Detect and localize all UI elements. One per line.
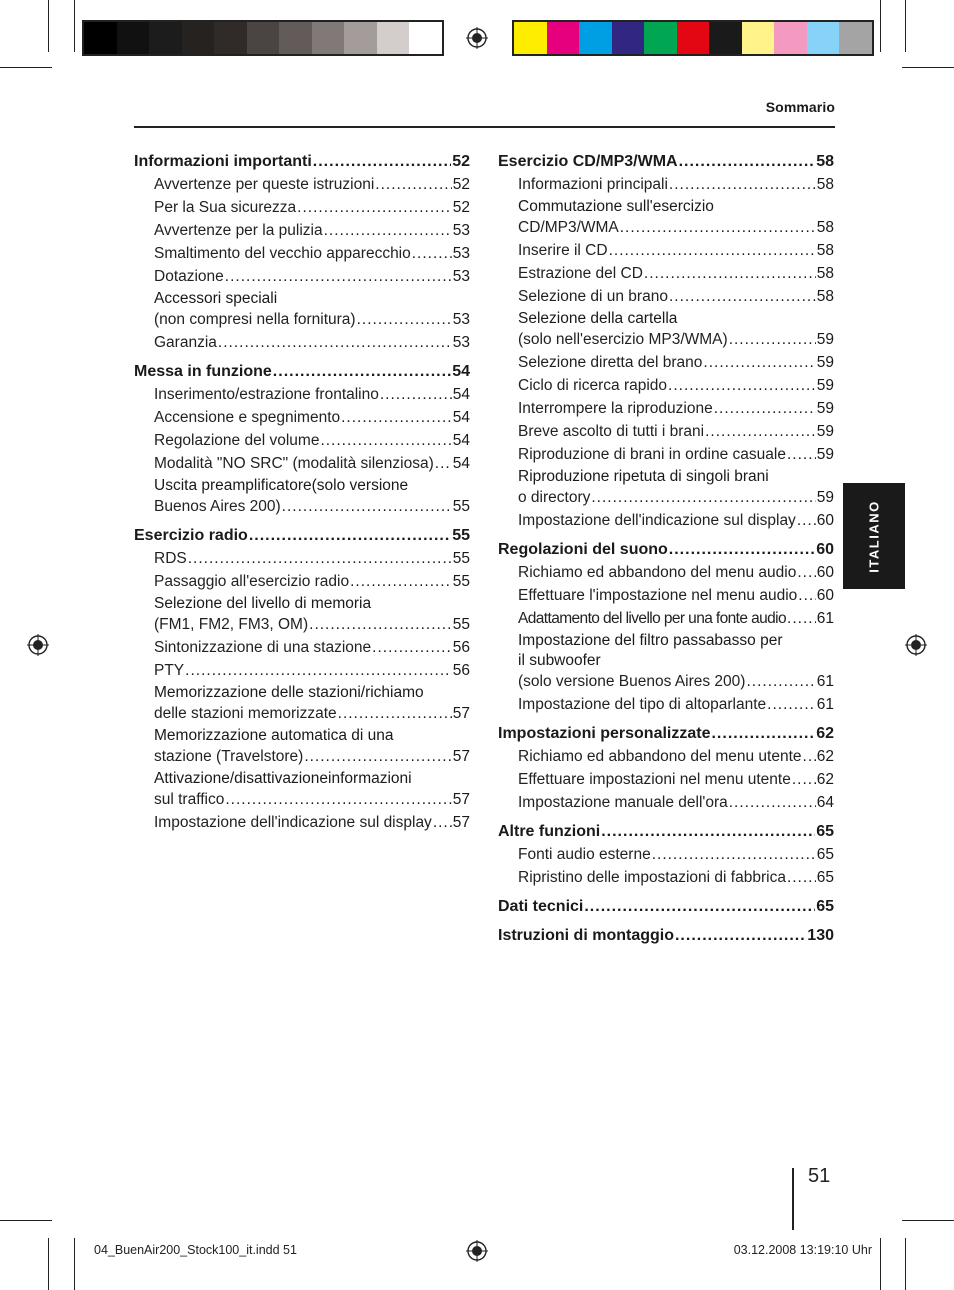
color-swatch — [774, 22, 807, 54]
toc-item — [498, 746, 834, 767]
toc-section-page: 58 — [816, 153, 834, 170]
dot-leader — [668, 375, 816, 396]
toc-item-title: Passaggio all'esercizio radio — [154, 573, 350, 590]
dot-leader — [320, 430, 451, 451]
dot-leader — [304, 746, 451, 767]
dot-leader — [338, 703, 452, 724]
toc-item — [134, 243, 470, 264]
toc-item — [134, 683, 470, 724]
toc-item-page: 54 — [452, 409, 470, 426]
dot-leader — [729, 329, 816, 350]
color-swatch — [514, 22, 547, 54]
toc-item-page: 56 — [452, 639, 470, 656]
page-number: 51 — [808, 1165, 831, 1187]
toc-item-title: Richiamo ed abbandono del menu utente — [518, 748, 802, 765]
toc-item-last-line — [154, 703, 470, 724]
toc-item-last-line-page: 53 — [452, 311, 470, 328]
toc-item-title: Ripristino delle impostazioni di fabbrica — [518, 869, 786, 886]
toc-section-page: 62 — [816, 725, 834, 742]
dot-leader — [591, 487, 815, 508]
toc-item — [134, 476, 470, 517]
gray-swatch — [279, 22, 312, 54]
toc-item-title: Sintonizzazione di una stazione — [154, 639, 372, 656]
dot-leader — [273, 361, 451, 382]
toc-section — [498, 151, 834, 172]
toc-item-title: Per la Sua sicurezza — [154, 199, 297, 216]
toc-item — [134, 174, 470, 195]
toc-item-title-line: Selezione della cartella — [518, 310, 678, 327]
toc-section-title: Impostazioni personalizzate — [498, 725, 711, 742]
dot-leader — [225, 789, 451, 810]
toc-item — [134, 594, 470, 635]
toc-item-title-line: il subwoofer — [518, 652, 601, 669]
toc-item-page: 57 — [452, 814, 470, 831]
toc-section-title: Istruzioni di montaggio — [498, 927, 674, 944]
toc-item-page: 54 — [452, 386, 470, 403]
toc-item-title: Impostazione dell'indicazione sul display — [518, 512, 796, 529]
toc-item-title: Impostazione del tipo di altoparlante — [518, 696, 767, 713]
toc-item-page: 59 — [816, 446, 834, 463]
toc-item-title: Regolazione del volume — [154, 432, 320, 449]
toc-item-title: Riproduzione di brani in ordine casuale — [518, 446, 786, 463]
toc-item-title-line: Selezione del livello di memoria — [154, 595, 372, 612]
toc-item — [498, 792, 834, 813]
toc-section-page: 54 — [452, 363, 470, 380]
gray-swatch — [312, 22, 345, 54]
toc-item-last-line-page: 59 — [816, 331, 834, 348]
toc-item-page: 59 — [816, 354, 834, 371]
color-swatch — [612, 22, 645, 54]
page-number-divider — [792, 1168, 794, 1230]
toc-item — [498, 585, 834, 606]
toc-item-title-line: Riproduzione ripetuta di singoli brani — [518, 468, 769, 485]
dot-leader — [787, 867, 816, 888]
toc-item-title: PTY — [154, 662, 185, 679]
toc-item — [134, 769, 470, 810]
toc-item-page: 55 — [452, 550, 470, 567]
dot-leader — [282, 496, 452, 517]
toc-item — [134, 430, 470, 451]
toc-item-last-line-page: 57 — [452, 705, 470, 722]
toc-item-title: Estrazione del CD — [518, 265, 643, 282]
toc-item-title: Smaltimento del vecchio apparecchio — [154, 245, 411, 262]
dot-leader — [714, 398, 816, 419]
toc-item-last-line — [154, 614, 470, 635]
toc-section-title: Messa in funzione — [134, 363, 272, 380]
toc-item-page: 65 — [816, 869, 834, 886]
dot-leader — [350, 571, 452, 592]
dot-leader — [412, 243, 452, 264]
dot-leader — [729, 792, 816, 813]
toc-item-page: 60 — [816, 564, 834, 581]
toc-item-page: 53 — [452, 245, 470, 262]
toc-item-title-line: Attivazione/disattivazioneinformazioni — [154, 770, 412, 787]
toc-item-last-line-title: (solo nell'esercizio MP3/WMA) — [518, 331, 728, 348]
toc-item-page: 54 — [452, 432, 470, 449]
toc-item-page: 60 — [816, 587, 834, 604]
dot-leader — [188, 548, 452, 569]
gray-swatch — [149, 22, 182, 54]
toc-item — [498, 240, 834, 261]
dot-leader — [792, 769, 816, 790]
toc-item — [498, 510, 834, 531]
toc-item-title: Breve ascolto di tutti i brani — [518, 423, 705, 440]
toc-item-title-line: Accessori speciali — [154, 290, 278, 307]
dot-leader — [787, 608, 816, 629]
toc-section-title: Informazioni importanti — [134, 153, 312, 170]
toc-item-title: Avvertenze per queste istruzioni — [154, 176, 375, 193]
dot-leader — [620, 217, 816, 238]
toc-item-title: Garanzia — [154, 334, 217, 351]
toc-section-title: Regolazioni del suono — [498, 541, 668, 558]
toc-item — [498, 197, 834, 238]
toc-item — [134, 637, 470, 658]
dot-leader — [584, 896, 815, 917]
toc-item-title: Dotazione — [154, 268, 224, 285]
color-swatch — [644, 22, 677, 54]
toc-item — [134, 407, 470, 428]
toc-item — [498, 867, 834, 888]
toc-item — [498, 769, 834, 790]
toc-item — [498, 608, 834, 629]
toc-item — [498, 286, 834, 307]
toc-item-last-line-title: (FM1, FM2, FM3, OM) — [154, 616, 309, 633]
toc-item-page: 56 — [452, 662, 470, 679]
toc-item-page: 52 — [452, 199, 470, 216]
dot-leader — [297, 197, 452, 218]
toc-item — [134, 548, 470, 569]
toc-item-page: 53 — [452, 334, 470, 351]
toc-item — [134, 571, 470, 592]
language-tab — [843, 483, 905, 589]
toc-section-title: Altre funzioni — [498, 823, 601, 840]
toc-item — [134, 332, 470, 353]
dot-leader — [803, 746, 816, 767]
toc-section-title: Esercizio CD/MP3/WMA — [498, 153, 678, 170]
dot-leader — [703, 352, 815, 373]
toc-section — [134, 361, 470, 382]
dot-leader — [679, 151, 816, 172]
toc-item-last-line-page: 55 — [452, 616, 470, 633]
toc-item-title: Adattamento del livello per una fonte audio — [518, 610, 787, 627]
dot-leader — [313, 151, 451, 172]
toc-item-page: 58 — [816, 176, 834, 193]
dot-leader — [435, 453, 452, 474]
toc-item-last-line-page: 55 — [452, 498, 470, 515]
toc-item-last-line-title: stazione (Travelstore) — [154, 748, 304, 765]
toc-item — [134, 726, 470, 767]
toc-section — [498, 723, 834, 744]
toc-item-title: Impostazione manuale dell'ora — [518, 794, 728, 811]
toc-item — [134, 220, 470, 241]
toc-item — [498, 844, 834, 865]
color-swatch — [579, 22, 612, 54]
footer-file-name: 04_BuenAir200_Stock100_it.indd 51 — [94, 1243, 297, 1257]
dot-leader — [767, 694, 816, 715]
dot-leader — [798, 585, 815, 606]
toc-item-title: Selezione diretta del brano — [518, 354, 703, 371]
toc-item-last-line — [154, 789, 470, 810]
toc-item — [134, 384, 470, 405]
color-swatch — [742, 22, 775, 54]
dot-leader — [669, 286, 816, 307]
toc-item-title-line: Impostazione del filtro passabasso per — [518, 632, 783, 649]
toc-item-last-line-page: 61 — [816, 673, 834, 690]
toc-item — [498, 174, 834, 195]
gray-swatch — [247, 22, 280, 54]
gray-swatch — [377, 22, 410, 54]
dot-leader — [609, 240, 816, 261]
toc-item — [134, 453, 470, 474]
toc-item-last-line-title: CD/MP3/WMA — [518, 219, 619, 236]
toc-item — [498, 375, 834, 396]
color-calibration-bar — [512, 20, 874, 56]
toc-item-title: Informazioni principali — [518, 176, 668, 193]
toc-item-last-line — [154, 496, 470, 517]
toc-item-last-line — [518, 329, 834, 350]
toc-item — [498, 421, 834, 442]
gray-swatch — [344, 22, 377, 54]
gray-swatch — [214, 22, 247, 54]
grayscale-calibration-bar — [82, 20, 444, 56]
toc-item-page: 58 — [816, 265, 834, 282]
toc-item-title: Effettuare l'impostazione nel menu audio — [518, 587, 798, 604]
toc-section-page: 65 — [816, 898, 834, 915]
toc-item-title-line: Uscita preamplificatore(solo versione — [154, 477, 409, 494]
section-title: Sommario — [765, 99, 835, 115]
toc-item-title: Ciclo di ricerca rapido — [518, 377, 668, 394]
toc-item-last-line — [518, 217, 834, 238]
dot-leader — [375, 174, 451, 195]
toc-item-title: RDS — [154, 550, 187, 567]
dot-leader — [601, 821, 815, 842]
gray-swatch — [409, 22, 442, 54]
toc-section — [498, 896, 834, 917]
toc-section — [134, 525, 470, 546]
dot-leader — [669, 539, 815, 560]
toc-item-last-line-page: 57 — [452, 791, 470, 808]
dot-leader — [309, 614, 452, 635]
toc-item-title: Selezione di un brano — [518, 288, 668, 305]
toc-item — [498, 467, 834, 508]
toc-item-title: Avvertenze per la pulizia — [154, 222, 323, 239]
header-divider — [134, 126, 835, 128]
toc-item-page: 61 — [816, 610, 834, 627]
language-tab-label: ITALIANO — [866, 499, 882, 573]
gray-swatch — [84, 22, 117, 54]
toc-item-page: 59 — [816, 377, 834, 394]
dot-leader — [218, 332, 452, 353]
gray-swatch — [182, 22, 215, 54]
toc-item — [134, 197, 470, 218]
toc-item — [498, 562, 834, 583]
toc-section-page: 52 — [452, 153, 470, 170]
toc-right-column — [498, 143, 834, 946]
toc-item-title: Richiamo ed abbandono del menu audio — [518, 564, 797, 581]
dot-leader — [797, 510, 816, 531]
toc-item-title: Modalità "NO SRC" (modalità silenziosa) — [154, 455, 434, 472]
dot-leader — [357, 309, 452, 330]
toc-item-page: 52 — [452, 176, 470, 193]
toc-section — [498, 821, 834, 842]
gray-swatch — [117, 22, 150, 54]
toc-item-title-line: Memorizzazione delle stazioni/richiamo — [154, 684, 424, 701]
toc-item — [134, 660, 470, 681]
toc-item — [498, 398, 834, 419]
dot-leader — [433, 812, 452, 833]
toc-item — [134, 266, 470, 287]
toc-item-page: 54 — [452, 455, 470, 472]
color-swatch — [807, 22, 840, 54]
dot-leader — [746, 671, 815, 692]
toc-item-last-line-title: delle stazioni memorizzate — [154, 705, 337, 722]
dot-leader — [225, 266, 452, 287]
toc-item-page: 61 — [816, 696, 834, 713]
toc-item-title: Impostazione dell'indicazione sul display — [154, 814, 432, 831]
toc-item-title: Inserire il CD — [518, 242, 608, 259]
toc-item-last-line-page: 57 — [452, 748, 470, 765]
toc-item-page: 58 — [816, 288, 834, 305]
toc-item — [134, 812, 470, 833]
toc-item-page: 53 — [452, 268, 470, 285]
toc-item — [498, 309, 834, 350]
dot-leader — [652, 844, 816, 865]
toc-item-page: 64 — [816, 794, 834, 811]
dot-leader — [644, 263, 816, 284]
dot-leader — [787, 444, 816, 465]
toc-item — [134, 289, 470, 330]
toc-item-page: 58 — [816, 242, 834, 259]
toc-item-last-line-title: o directory — [518, 489, 591, 506]
toc-item-last-line-page: 58 — [816, 219, 834, 236]
toc-item-title: Accensione e spegnimento — [154, 409, 341, 426]
toc-item-title-line: Commutazione sull'esercizio — [518, 198, 714, 215]
toc-item-page: 59 — [816, 400, 834, 417]
toc-section — [134, 151, 470, 172]
color-swatch — [709, 22, 742, 54]
toc-item-title: Interrompere la riproduzione — [518, 400, 713, 417]
toc-section-page: 55 — [452, 527, 470, 544]
toc-item-last-line-title: (solo versione Buenos Aires 200) — [518, 673, 746, 690]
toc-item-page: 62 — [816, 748, 834, 765]
dot-leader — [324, 220, 452, 241]
toc-section — [498, 539, 834, 560]
toc-item — [498, 263, 834, 284]
toc-section-page: 60 — [816, 541, 834, 558]
color-swatch — [677, 22, 710, 54]
dot-leader — [705, 421, 816, 442]
toc-left-column — [134, 143, 470, 833]
dot-leader — [249, 525, 451, 546]
toc-item-last-line — [518, 671, 834, 692]
registration-mark-icon — [466, 1240, 488, 1262]
toc-item-last-line — [154, 309, 470, 330]
color-swatch — [547, 22, 580, 54]
registration-mark-icon — [27, 634, 49, 656]
toc-item-last-line — [518, 487, 834, 508]
registration-mark-icon — [466, 27, 488, 49]
toc-item-title: Fonti audio esterne — [518, 846, 651, 863]
footer-timestamp: 03.12.2008 13:19:10 Uhr — [733, 1243, 872, 1257]
toc-item-page: 55 — [452, 573, 470, 590]
toc-item — [498, 352, 834, 373]
dot-leader — [372, 637, 452, 658]
dot-leader — [380, 384, 452, 405]
toc-section-page: 130 — [807, 927, 834, 944]
toc-item-page: 62 — [816, 771, 834, 788]
toc-item-title: Inserimento/estrazione frontalino — [154, 386, 379, 403]
registration-mark-icon — [905, 634, 927, 656]
color-swatch — [839, 22, 872, 54]
dot-leader — [711, 723, 815, 744]
toc-item-page: 65 — [816, 846, 834, 863]
toc-item-last-line-page: 59 — [816, 489, 834, 506]
toc-section-title: Esercizio radio — [134, 527, 248, 544]
toc-item-last-line-title: Buenos Aires 200) — [154, 498, 281, 515]
toc-item-last-line-title: sul traffico — [154, 791, 225, 808]
dot-leader — [797, 562, 815, 583]
toc-item — [498, 631, 834, 692]
toc-item-title-line: Memorizzazione automatica di una — [154, 727, 394, 744]
dot-leader — [675, 925, 806, 946]
dot-leader — [341, 407, 452, 428]
toc-item-page: 53 — [452, 222, 470, 239]
toc-section-title: Dati tecnici — [498, 898, 584, 915]
toc-section-page: 65 — [816, 823, 834, 840]
toc-item — [498, 694, 834, 715]
toc-item-last-line-title: (non compresi nella fornitura) — [154, 311, 356, 328]
toc-item-page: 60 — [816, 512, 834, 529]
toc-item — [498, 444, 834, 465]
toc-item-last-line — [154, 746, 470, 767]
dot-leader — [185, 660, 452, 681]
toc-section — [498, 925, 834, 946]
toc-item-title: Effettuare impostazioni nel menu utente — [518, 771, 791, 788]
toc-item-page: 59 — [816, 423, 834, 440]
dot-leader — [669, 174, 816, 195]
